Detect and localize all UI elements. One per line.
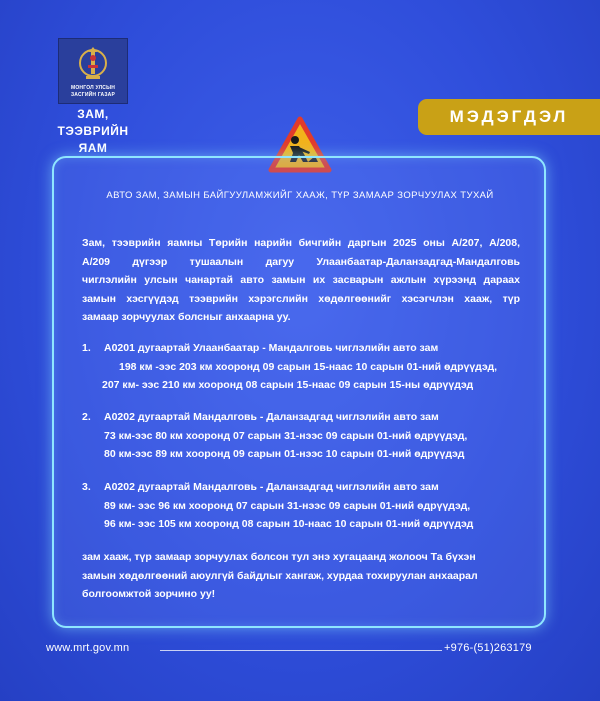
notice-title: АВТО ЗАМ, ЗАМЫН БАЙГУУЛАМЖИЙГ ХААЖ, ТҮР ЗАМААР ЗОРЧУУЛАХ ТУХАЙ xyxy=(106,190,494,201)
state-emblem-icon xyxy=(79,43,107,83)
intro-paragraph xyxy=(82,234,520,327)
intro-line: А/209 дүгээр тушаалын дагуу Улаанбаатар-Даланзадгад-Мандалговь xyxy=(82,255,520,268)
government-logo xyxy=(58,38,128,104)
list-item-line: 89 км- ээс 96 км хооронд 07 сарын 31-нээс 09 сарын 01-ний өдрүүдэд, xyxy=(104,499,471,512)
footer-divider xyxy=(160,650,442,651)
list-item-heading: А0201 дугаартай Улаанбаатар - Мандалговь чиглэлийн авто зам xyxy=(104,342,439,354)
notice-badge: МЭДЭГДЭЛ xyxy=(418,99,600,135)
list-item-number: 2. xyxy=(82,411,91,423)
list-item-line: 207 км- ээс 210 км хооронд 08 сарын 15-наас 09 сарын 15-ны өдрүүдэд xyxy=(102,379,474,391)
list-item-heading: А0202 дугаартай Мандалговь - Даланзадгад чиглэлийн авто зам xyxy=(104,411,439,423)
ministry-name xyxy=(40,106,146,157)
closing-line: замын хөдөлгөөний аюулгүй байдлыг хангаж, хурдаа тохируулан анхаарал xyxy=(82,569,478,582)
list-item-line: 80 км-ээс 89 км хооронд 09 сарын 01-нээс 10 сарын 01-ний өдрүүдэд xyxy=(104,448,465,460)
ministry-name-line1: ЗАМ, ТЭЭВРИЙН xyxy=(57,107,129,138)
intro-line: Зам, тээврийн яамны Төрийн нарийн бичгийн даргын 2025 оны А/207, А/208, xyxy=(82,237,520,249)
logo-caption-line2: ЗАСГИЙН ГАЗАР xyxy=(70,92,116,98)
list-item-line: 198 км -ээс 203 км хооронд 09 сарын 15-наас 10 сарын 01-ний өдрүүдэд, xyxy=(119,360,498,373)
list-item-line: 96 км- ээс 105 км хооронд 08 сарын 10-наас 10 сарын 01-ний өдрүүдэд xyxy=(104,518,474,530)
list-item-line: 73 км-ээс 80 км хооронд 07 сарын 31-нээс 09 сарын 01-ний өдрүүдэд, xyxy=(104,429,468,442)
ministry-name-line2: ЯАМ xyxy=(78,141,108,155)
list-item-number: 1. xyxy=(82,342,91,354)
intro-line: чиглэлийн улсын чанартай авто замын их засварын ажлын хүрээнд дараах xyxy=(82,274,520,286)
intro-line: замаар зорчуулах болсныг анхаарна уу. xyxy=(82,311,291,323)
closing-paragraph xyxy=(82,548,520,604)
phone-number: +976-(51)263179 xyxy=(444,642,532,654)
closing-line: зам хааж, түр замаар зорчуулах болсон тул энэ хугацаанд жолооч Та бүхэн xyxy=(82,551,476,563)
list-item-heading: А0202 дугаартай Мандалговь - Даланзадгад чиглэлийн авто зам xyxy=(104,481,439,493)
list-item-number: 3. xyxy=(82,481,91,493)
logo-caption-line1: МОНГОЛ УЛСЫН xyxy=(70,85,116,91)
website-link[interactable]: www.mrt.gov.mn xyxy=(46,642,130,654)
intro-line: замын хэсгүүдэд тээврийн хэрэгслийн хөдөлгөөнийг хэсэгчлэн хааж, түр xyxy=(82,292,520,305)
closing-line: болгоомжтой зорчино уу! xyxy=(82,588,216,600)
